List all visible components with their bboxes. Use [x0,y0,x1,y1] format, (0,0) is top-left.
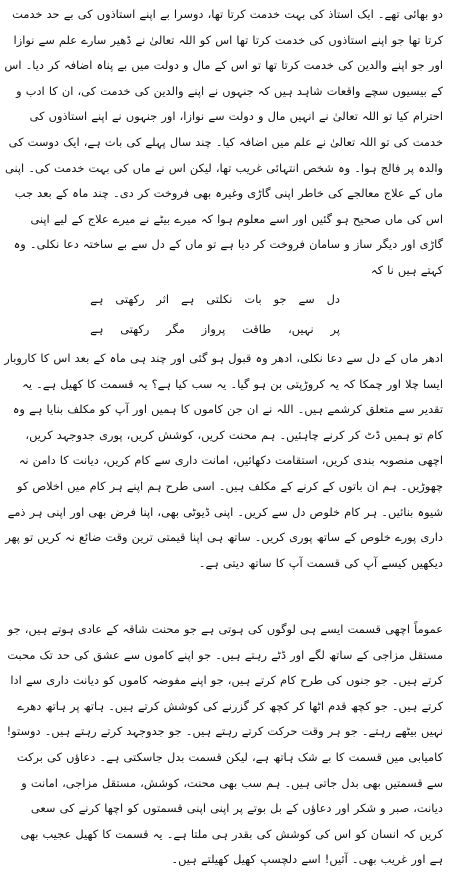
poem-word: بات [244,292,262,306]
poem-word: طاقت [242,322,272,336]
poem-word: نکلتی [206,292,233,306]
paragraph-1: دو بھائی تھے۔ ایک استاذ کی بہت خدمت کرتا تھا، دوسرا بے اپنے استاذوں کی بے حد خدمت کرتا تھا جو اپنے استاذوں کی خدمت کرتا تھا اس کو اللہ تعالیٰ نے ڈھیر سارے علم سے نوازا اور جو اپنے والدین کی خدمت کرتا تھا تو اس کے مال و دولت میں بے پناہ اضافہ کر دیا۔ اس کے بیسیوں سچے واقعات شاہد ہیں کہ جنہوں نے اپنے والدین کی خدمت کی، ان کا ادب و احترام کیا تو اللہ تعالیٰ نے انہیں مال و دولت سے نوازا، اور جنہوں نے اپنے استاذوں کی خدمت کی تو اللہ تعالیٰ نے علم میں اضافہ کیا۔ چند سال پہلے کی بات ہے، ایک دوست کی والدہ پر فالج ہوا۔ وہ شخص انتہائی غریب تھا، لیکن اس نے ماں کی بہت خدمت کی۔ اپنی ماں کے علاج معالجے کی خاطر اپنی گاڑی وغیرہ بھی فروخت کر دی۔ چند ماہ کے بعد جب اس کی ماں صحیح ہو گئیں اور اسے معلوم ہوا کہ میرے بیٹے نے میرے علاج کے لیے اپنی گاڑی اور دیگر ساز و سامان فروخت کر دیا ہے تو ماں کے دل سے بے ساختہ دعا نکلی۔ وہ کہتے ہیں نا کہ [4,7,443,277]
poem-word: مگر [166,322,185,336]
poem-word: ہے [180,292,195,306]
poem-word: نہیں، [288,322,314,336]
poem-word: سے [298,292,315,306]
paragraph-3: عموماً اچھی قسمت ایسے ہی لوگوں کی ہوتی ہے جو محنت شاقہ کے عادی ہوتے ہیں، جو مستقل مزاجی کے ساتھ لگے اور ڈٹے رہتے ہیں۔ جو اپنے کاموں سے عشق کی حد تک محبت کرتے ہیں۔ جو جنوں کی طرح کام کرتے ہیں، جو اپنے مفوضہ کاموں کو دیانت داری سے ادا کرتے ہیں۔ جو کچھ قدم اٹھا کر کچھ کر گزرنے کی کوشش کرتے ہیں۔ ہاتھ پر ہاتھ دھرے نہیں بیٹھے رہتے۔ جو ہر وقت حرکت کرتے رہتے ہیں۔ جو جدوجہد کرتے رہتے ہیں۔ دوستو! کامیابی میں قسمت کا بے شک ہاتھ ہے، لیکن قسمت بدل جاسکتی ہے۔ دعاؤں کی برکت سے قسمتیں بھی بدل جاتی ہیں۔ ہم سب بھی محنت، کوشش، مستقل مزاجی، امانت و دیانت، صبر و شکر اور دعاؤں کے بل بوتے پر اپنی اپنی قسمتوں کو اچھا کرنے کی سعی کریں کہ انسان کو اس کی کوشش کی بقدر ہی ملتا ہے۔ یہ قسمت کا کھیل عجیب بھی ہے اور غریب بھی۔ آئیں! اسے دلچسپ کھیل کھیلتے ہیں۔ [6,622,443,867]
poem-word: پر [330,322,340,336]
poem-word: اثر [156,292,170,306]
poem-word: ہے [90,322,104,336]
poem-word: رکھتی [120,322,150,336]
poem-line-2 [90,322,340,336]
paragraph-2: ادھر ماں کے دل سے دعا نکلی، ادھر وہ قبول ہو گئی اور چند ہی ماہ کے بعد اس کا کاروبار ایسا چلا اور چمکا کہ یہ کروڑپتی بن ہو گیا۔ یہ سب کیا ہے؟ یہ قسمت کا کھیل ہے۔ یہ تقدیر سے متعلق کرشمے ہیں۔ اللہ نے ان جن کاموں کا ہمیں اور آپ کو مکلف بنایا ہے وہ کام تو ہمیں ڈٹ کر کرنے چاہئیں۔ ہم محنت کریں، کوشش کریں، پوری جدوجہد کریں، اچھی منصوبہ بندی کریں، استقامت دکھائیں، امانت داری سے کام کریں، دیانت کا دامن نہ چھوڑیں۔ ہم ان باتوں کے کرنے کے مکلف ہیں۔ اسی طرح ہم اپنے ہر کام میں اخلاص کو شیوہ بنائیں۔ ہر کام خلوص دل سے کریں۔ اپنی ڈیوٹی بھی، اپنا فرض بھی اور اپنی ہر ذمے داری پورے خلوص کے ساتھ پوری کریں۔ ساتھ ہی اپنا قیمتی ترین وقت ضائع نہ کریں تو پھر دیکھیں کیسے آپ کی قسمت آپ کا ساتھ دیتی ہے۔ [4,351,443,570]
poem-word: ہے [90,292,104,306]
poem-word: رکھتی [115,292,145,306]
poem-word: جو [273,292,287,306]
poem-line-1 [90,292,340,306]
poem-word: پرواز [201,322,226,336]
poem-word: دل [326,292,340,306]
